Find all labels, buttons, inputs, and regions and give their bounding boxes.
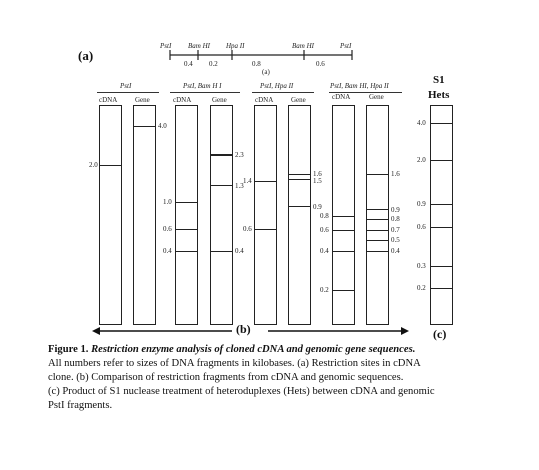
group-underline-psti-hpaii (252, 92, 314, 93)
band (133, 126, 156, 127)
band-label: 0.4 (320, 247, 329, 255)
lane-hpa-gene (288, 105, 311, 325)
lane-triple-gene (366, 105, 389, 325)
band (210, 185, 233, 186)
band (366, 174, 389, 175)
lane-title-hpa-cdna: cDNA (255, 96, 274, 104)
band (366, 219, 389, 220)
band-label: 0.5 (391, 236, 400, 244)
lane-bam-cdna (175, 105, 198, 325)
segment-label-1: 0.2 (209, 60, 218, 68)
panel-c-label: (c) (433, 327, 447, 341)
band (332, 290, 355, 291)
band (332, 251, 355, 252)
lane-title-psti-gene: Gene (135, 96, 150, 104)
panel-c-title-s1: S1 (433, 74, 445, 86)
band (210, 251, 233, 252)
band-label: 0.8 (320, 212, 329, 220)
panel-c-title-hets: Hets (428, 89, 450, 101)
band (99, 165, 122, 166)
band (175, 229, 198, 230)
panel-b-span-arrow (92, 324, 410, 338)
lane-hpa-cdna (254, 105, 277, 325)
lane-title-psti-cdna: cDNA (99, 96, 118, 104)
group-header-psti-hpaii: PstI, Hpa II (260, 82, 294, 90)
site-label-hpaii: Hpa II (226, 42, 245, 50)
segment-label-0: 0.4 (184, 60, 193, 68)
segment-label-3: 0.6 (316, 60, 325, 68)
site-label-bamhi-left: Bam HI (188, 42, 210, 50)
group-header-psti: PstI (120, 82, 132, 90)
band-label: 0.3 (417, 262, 426, 270)
band (175, 251, 198, 252)
site-label-bamhi-right: Bam HI (292, 42, 314, 50)
band-label: 0.8 (391, 215, 400, 223)
lane-title-hpa-gene: Gene (291, 96, 306, 104)
site-label-psti-right: PstI (340, 42, 352, 50)
lane-bam-gene (210, 105, 233, 325)
map-sublabel: (a) (262, 68, 270, 76)
band (288, 206, 311, 207)
band (430, 204, 453, 205)
band (366, 230, 389, 231)
band (366, 240, 389, 241)
band (332, 230, 355, 231)
band (332, 216, 355, 217)
band (210, 154, 233, 156)
band-label: 1.5 (313, 177, 322, 185)
group-underline-psti-bamhi (170, 92, 240, 93)
band-label: 0.6 (417, 223, 426, 231)
band (366, 251, 389, 252)
band (366, 209, 389, 210)
caption-line-3: clone. (b) Comparison of restriction fragments from cDNA and genomic sequences. (48, 372, 404, 383)
band-label: 1.3 (235, 182, 244, 190)
band (254, 181, 277, 182)
band-label: 0.6 (320, 226, 329, 234)
group-header-psti-bamhi-hpaii: PstI, Bam HI, Hpa II (330, 82, 389, 90)
band-label: 0.9 (391, 206, 400, 214)
band-label: 4.0 (417, 119, 426, 127)
lane-psti-cdna (99, 105, 122, 325)
band (430, 123, 453, 124)
segment-label-2: 0.8 (252, 60, 261, 68)
band (430, 227, 453, 228)
group-underline-psti (97, 92, 159, 93)
lane-title-triple-gene: Gene (369, 93, 384, 101)
band (430, 288, 453, 289)
caption-line-4: (c) Product of S1 nuclease treatment of heteroduplexes (Hets) between cDNA and genomic (48, 386, 435, 397)
band-label: 0.7 (391, 226, 400, 234)
lane-title-bam-cdna: cDNA (173, 96, 192, 104)
band (430, 266, 453, 267)
band-label: 0.6 (243, 225, 252, 233)
panel-b-label: (b) (236, 322, 251, 336)
band-label: 2.3 (235, 151, 244, 159)
lane-title-bam-gene: Gene (212, 96, 227, 104)
band-label: 0.2 (417, 284, 426, 292)
band-label: 4.0 (158, 122, 167, 130)
caption-line-1 (48, 343, 508, 357)
caption-title: Restriction enzyme analysis of cloned cDNA and genomic gene sequences. (91, 344, 416, 355)
panel-a-label: (a) (78, 48, 94, 63)
lane-psti-gene (133, 105, 156, 325)
caption-line-2: All numbers refer to sizes of DNA fragments in kilobases. (a) Restriction sites in cDNA (48, 358, 421, 369)
lane-s1-hets (430, 105, 453, 325)
band-label: 0.4 (391, 247, 400, 255)
band-label: 2.0 (417, 156, 426, 164)
band-label: 0.9 (313, 203, 322, 211)
group-header-psti-bamhi: PstI, Bam H I (183, 82, 222, 90)
band-label: 0.4 (235, 247, 244, 255)
figure-caption (48, 343, 508, 413)
band (175, 202, 198, 203)
band-label: 1.0 (163, 198, 172, 206)
band (254, 229, 277, 230)
band-label: 0.2 (320, 286, 329, 294)
band-label: 2.0 (89, 161, 98, 169)
lane-title-triple-cdna: cDNA (332, 93, 351, 101)
band-label: 1.6 (313, 170, 322, 178)
band-label: 1.6 (391, 170, 400, 178)
band (288, 174, 311, 175)
caption-line-5: PstI fragments. (48, 400, 113, 411)
band (430, 160, 453, 161)
site-label-psti-left: PstI (160, 42, 172, 50)
caption-figure-number: Figure 1. (48, 344, 89, 355)
band-label: 0.4 (163, 247, 172, 255)
lane-triple-cdna (332, 105, 355, 325)
band-label: 1.4 (243, 177, 252, 185)
band-label: 0.6 (163, 225, 172, 233)
band (288, 179, 311, 180)
band-label: 0.9 (417, 200, 426, 208)
